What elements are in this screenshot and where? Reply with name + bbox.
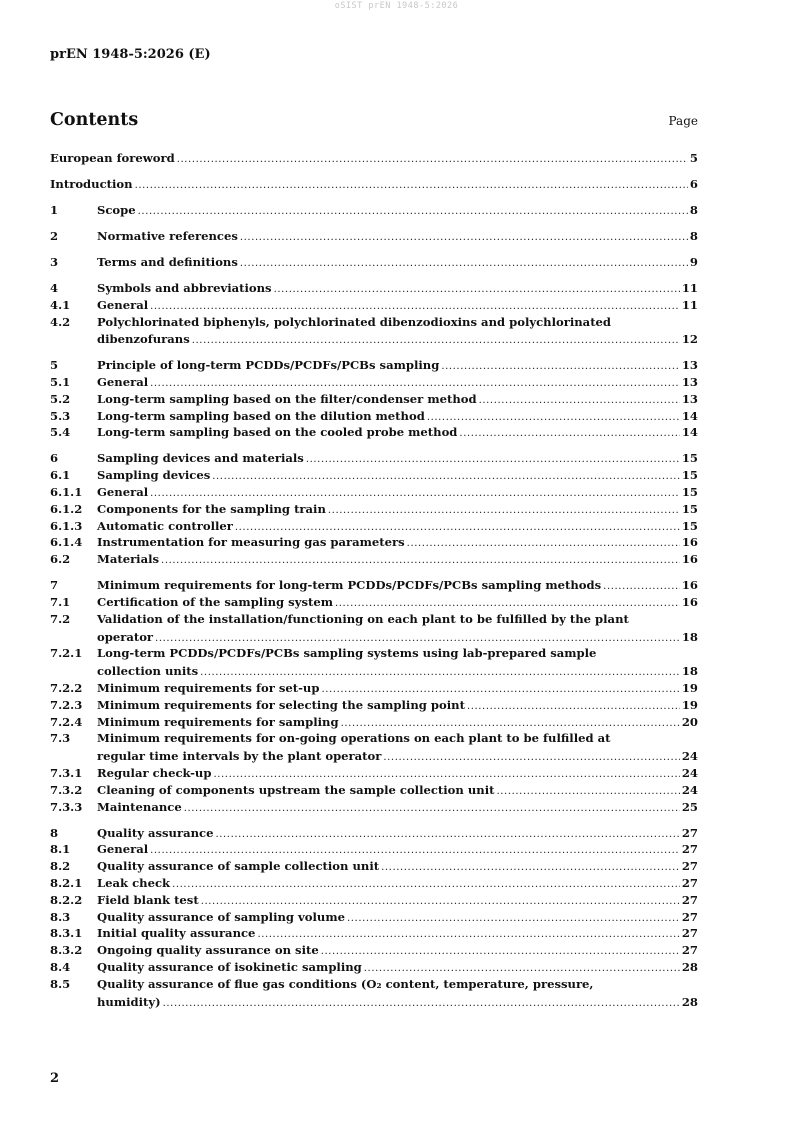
dot-leader — [306, 452, 680, 468]
dot-leader — [381, 860, 680, 876]
dot-leader — [192, 333, 680, 349]
toc-entry[interactable] — [50, 298, 698, 315]
toc-entry-page: 27 — [681, 943, 698, 958]
toc-entry-number: 6.1 — [50, 468, 71, 483]
toc-entry-page: 27 — [681, 875, 698, 890]
dot-leader — [212, 469, 680, 485]
toc-entry-title: General — [97, 375, 149, 390]
dot-leader — [383, 750, 679, 766]
toc-entry-title: Quality assurance of flue gas conditions (O₂ content, temperature, pressure, — [97, 976, 594, 991]
toc-entry-title: Long-term PCDDs/PCDFs/PCBs sampling systems using lab-prepared sample — [97, 646, 597, 661]
toc-entry-title: dibenzofurans — [97, 332, 190, 347]
toc-entry[interactable] — [50, 409, 698, 426]
toc-entry-number: 3 — [50, 254, 59, 269]
toc-entry[interactable] — [50, 926, 698, 943]
toc-entry-title: Quality assurance of sampling volume — [97, 909, 345, 924]
dot-leader — [479, 393, 680, 409]
toc-entry-number: 7.3 — [50, 731, 71, 746]
dot-leader — [603, 579, 680, 595]
toc-entry-title: Scope — [97, 202, 136, 217]
toc-entry-page: 18 — [681, 629, 698, 644]
toc-entry-title: Minimum requirements for on-going operations on each plant to be fulfilled at — [97, 731, 611, 746]
dot-leader — [200, 665, 680, 681]
toc-entry[interactable] — [50, 315, 698, 350]
dot-leader — [150, 843, 680, 859]
toc-entry-title: regular time intervals by the plant operator — [97, 749, 382, 764]
toc-entry-page: 28 — [681, 959, 698, 974]
toc-entry[interactable] — [50, 203, 698, 220]
toc-entry[interactable] — [50, 502, 698, 519]
dot-leader — [150, 376, 680, 392]
toc-entry-page: 15 — [681, 501, 698, 516]
toc-entry-page: 24 — [681, 782, 698, 797]
dot-leader — [497, 784, 680, 800]
toc-entry-title: General — [97, 297, 149, 312]
dot-leader — [172, 877, 680, 893]
toc-entry-page: 27 — [681, 909, 698, 924]
toc-entry-page: 13 — [681, 375, 698, 390]
toc-entry-number: 6.2 — [50, 552, 71, 567]
toc-entry-title: Normative references — [97, 228, 238, 243]
toc-entry[interactable] — [50, 177, 698, 194]
dot-leader — [215, 827, 679, 843]
toc-entry-page: 8 — [689, 228, 698, 243]
dot-leader — [138, 204, 688, 220]
toc-entry-number: 8.3.1 — [50, 926, 83, 941]
dot-leader — [150, 299, 680, 315]
toc-entry-number: 8.2.2 — [50, 892, 83, 907]
toc-entry-page: 15 — [681, 485, 698, 500]
toc-entry-number: 7.2.1 — [50, 646, 83, 661]
dot-leader — [347, 911, 680, 927]
toc-entry-title: operator — [97, 629, 154, 644]
toc-entry[interactable] — [50, 646, 698, 681]
toc-entry-number: 6.1.2 — [50, 501, 83, 516]
toc-entry[interactable] — [50, 826, 698, 843]
watermark: oSIST prEN 1948-5:2026 — [334, 1, 459, 11]
toc-entry-number: 5.3 — [50, 408, 71, 423]
toc-entry-title: Minimum requirements for long-term PCDDs/PCDFs/PCBs sampling methods — [97, 578, 602, 593]
toc-entry-title: Materials — [97, 552, 160, 567]
toc-entry-title: Minimum requirements for sampling — [97, 714, 339, 729]
toc-entry-page: 13 — [681, 358, 698, 373]
toc-entry-number: 5.4 — [50, 425, 71, 440]
toc-entry-number: 6.1.4 — [50, 535, 83, 550]
toc-entry-number: 8.3.2 — [50, 943, 83, 958]
toc-entry-title: Terms and definitions — [97, 254, 238, 269]
toc-entry[interactable] — [50, 800, 698, 817]
dot-leader — [407, 536, 680, 552]
toc-entry[interactable] — [50, 977, 698, 1012]
toc-entry-number: 5.1 — [50, 375, 71, 390]
dot-leader — [459, 426, 679, 442]
toc-entry-page: 24 — [681, 766, 698, 780]
toc-entry-title: Automatic controller — [97, 518, 233, 533]
dot-leader — [135, 178, 688, 194]
toc-entry-title: Validation of the installation/functioning on each plant to be fulfilled by the plant — [97, 611, 629, 626]
toc-entry-title: Long-term sampling based on the dilution method — [97, 408, 425, 423]
toc-entry[interactable] — [50, 485, 698, 502]
toc-entry[interactable] — [50, 151, 698, 168]
toc-entry-title: Cleaning of components upstream the sample collection unit — [97, 782, 495, 797]
toc-entry-number: 7.2.3 — [50, 697, 83, 712]
dot-leader — [163, 996, 680, 1012]
toc-entry-page: 27 — [681, 892, 698, 907]
toc-entry-title: Sampling devices and materials — [97, 451, 304, 466]
toc-entry-page: 12 — [681, 332, 698, 347]
toc-entry-page: 19 — [681, 681, 698, 696]
toc-entry-page: 27 — [681, 926, 698, 941]
toc-entry-title: Quality assurance of isokinetic sampling — [97, 959, 362, 974]
page-column-label: Page — [668, 114, 698, 128]
toc-entry-title: European foreword — [50, 151, 175, 165]
toc-entry[interactable] — [50, 698, 698, 715]
toc-entry-number: 7 — [50, 578, 59, 593]
toc-entry[interactable] — [50, 731, 698, 766]
toc-entry-title: Initial quality assurance — [97, 926, 256, 941]
toc-entry-page: 24 — [681, 749, 698, 764]
toc-entry[interactable] — [50, 612, 698, 647]
toc-entry-title: Certification of the sampling system — [97, 595, 333, 610]
toc-entry-page: 11 — [681, 280, 698, 295]
document-id: prEN 1948-5:2026 (E) — [50, 47, 211, 62]
toc-entry-page: 27 — [681, 859, 698, 874]
toc-entry-title: Leak check — [97, 875, 171, 890]
toc-entry-number: 8.5 — [50, 976, 71, 991]
dot-leader — [321, 682, 679, 698]
toc-entry-number: 8.2 — [50, 859, 71, 874]
toc-entry[interactable] — [50, 943, 698, 960]
toc-entry-title: Ongoing quality assurance on site — [97, 943, 319, 958]
toc-entry-page: 20 — [681, 714, 698, 729]
toc-entry-number: 7.3.1 — [50, 766, 83, 780]
toc-entry[interactable] — [50, 519, 698, 536]
toc-entry-title: Long-term sampling based on the cooled probe method — [97, 425, 458, 440]
toc-entry[interactable] — [50, 552, 698, 569]
toc-entry-page: 27 — [681, 842, 698, 857]
toc-entry-page: 8 — [689, 202, 698, 217]
toc-entry-page: 14 — [681, 408, 698, 423]
toc-entry-page: 15 — [681, 451, 698, 466]
toc-entry[interactable] — [50, 715, 698, 732]
toc-entry-page: 14 — [681, 425, 698, 440]
dot-leader — [328, 503, 680, 519]
toc-entry-page: 16 — [681, 578, 698, 593]
dot-leader — [364, 961, 680, 977]
dot-leader — [213, 767, 679, 783]
toc-entry-page: 15 — [681, 518, 698, 533]
toc-entry[interactable] — [50, 595, 698, 612]
dot-leader — [321, 944, 680, 960]
toc-entry-title: Components for the sampling train — [97, 501, 326, 516]
toc-entry[interactable] — [50, 859, 698, 876]
toc-entry-number: 7.2.4 — [50, 714, 83, 729]
dot-leader — [240, 230, 688, 246]
toc-entry-title: Polychlorinated biphenyls, polychlorinated dibenzodioxins and polychlorinated — [97, 314, 612, 329]
toc-entry[interactable] — [50, 910, 698, 927]
toc-entry-title: Sampling devices — [97, 468, 211, 483]
toc-entry[interactable] — [50, 425, 698, 442]
toc-entry[interactable] — [50, 783, 698, 800]
dot-leader — [427, 410, 680, 426]
toc-entry-number: 7.2 — [50, 611, 71, 626]
toc-entry[interactable] — [50, 281, 698, 298]
toc-entry-number: 1 — [50, 202, 59, 217]
toc-entry-number: 5 — [50, 358, 59, 373]
toc-entry[interactable] — [50, 255, 698, 272]
toc-entry-title: Symbols and abbreviations — [97, 280, 272, 295]
toc-entry[interactable] — [50, 451, 698, 468]
toc-entry-number: 8.1 — [50, 842, 71, 857]
toc-entry[interactable] — [50, 358, 698, 375]
toc-entry-page: 11 — [681, 297, 698, 312]
dot-leader — [161, 553, 680, 569]
toc-entry[interactable] — [50, 578, 698, 595]
toc-entry-page: 27 — [681, 825, 698, 840]
dot-leader — [150, 486, 680, 502]
dot-leader — [184, 801, 680, 817]
dot-leader — [177, 152, 688, 168]
toc-entry-title: Regular check-up — [97, 766, 212, 780]
toc-entry-title: Minimum requirements for selecting the sampling point — [97, 697, 465, 712]
dot-leader — [235, 520, 680, 536]
toc-entry-title: collection units — [97, 664, 199, 679]
toc-entry-title: humidity) — [97, 994, 161, 1009]
toc-entry-title: Quality assurance — [97, 825, 214, 840]
toc-entry[interactable] — [50, 960, 698, 977]
toc-entry-number: 7.3.2 — [50, 782, 83, 797]
toc-entry[interactable] — [50, 229, 698, 246]
toc-entry-number: 4.2 — [50, 314, 71, 329]
toc-entry-number: 2 — [50, 228, 59, 243]
dot-leader — [341, 716, 680, 732]
toc-entry-title: Long-term sampling based on the filter/condenser method — [97, 391, 477, 406]
toc-entry-title: General — [97, 842, 149, 857]
toc-entry-title: Introduction — [50, 176, 133, 191]
dot-leader — [201, 894, 680, 910]
toc-entry-number: 7.1 — [50, 595, 71, 610]
toc-entry[interactable] — [50, 375, 698, 392]
toc-entry-number: 8.4 — [50, 959, 71, 974]
toc-entry-number: 7.2.2 — [50, 681, 83, 696]
toc-entry-page: 9 — [689, 254, 698, 269]
toc-entry-number: 4.1 — [50, 297, 71, 312]
toc-entry-number: 8.2.1 — [50, 875, 83, 890]
toc-entry-page: 16 — [681, 595, 698, 610]
toc-entry[interactable] — [50, 468, 698, 485]
toc-entry-page: 18 — [681, 664, 698, 679]
toc-entry[interactable] — [50, 766, 698, 783]
dot-leader — [274, 282, 680, 298]
table-of-contents — [50, 151, 698, 1011]
toc-entry[interactable] — [50, 876, 698, 893]
toc-entry-number: 7.3.3 — [50, 799, 83, 814]
toc-entry-page: 19 — [681, 697, 698, 712]
dot-leader — [155, 631, 680, 647]
toc-entry-page: 16 — [681, 552, 698, 567]
toc-entry-number: 5.2 — [50, 391, 71, 406]
toc-entry-title: Instrumentation for measuring gas parameters — [97, 535, 405, 550]
dot-leader — [335, 596, 680, 612]
toc-entry-number: 4 — [50, 280, 59, 295]
contents-title: Contents — [50, 110, 139, 130]
toc-entry[interactable] — [50, 535, 698, 552]
toc-entry-number: 8.3 — [50, 909, 71, 924]
toc-entry[interactable] — [50, 893, 698, 910]
footer-page-number: 2 — [50, 1071, 60, 1086]
toc-entry-title: Minimum requirements for set-up — [97, 681, 320, 696]
toc-entry-page: 13 — [681, 391, 698, 406]
toc-entry[interactable] — [50, 392, 698, 409]
toc-entry-title: Principle of long-term PCDDs/PCDFs/PCBs sampling — [97, 358, 440, 373]
toc-entry-number: 6 — [50, 451, 59, 466]
toc-entry[interactable] — [50, 681, 698, 698]
toc-entry-page: 28 — [681, 994, 698, 1009]
dot-leader — [240, 256, 688, 272]
toc-entry[interactable] — [50, 842, 698, 859]
toc-entry-title: General — [97, 485, 149, 500]
toc-entry-title: Maintenance — [97, 799, 182, 814]
toc-entry-page: 16 — [681, 535, 698, 550]
dot-leader — [467, 699, 680, 715]
dot-leader — [257, 927, 679, 943]
toc-entry-number: 8 — [50, 825, 59, 840]
toc-entry-title: Quality assurance of sample collection unit — [97, 859, 380, 874]
toc-entry-page: 6 — [689, 176, 698, 191]
toc-entry-page: 5 — [689, 151, 698, 165]
toc-entry-page: 15 — [681, 468, 698, 483]
dot-leader — [441, 359, 680, 375]
toc-entry-number: 6.1.3 — [50, 518, 83, 533]
toc-entry-title: Field blank test — [97, 892, 199, 907]
toc-entry-number: 6.1.1 — [50, 485, 83, 500]
toc-entry-page: 25 — [681, 799, 698, 814]
